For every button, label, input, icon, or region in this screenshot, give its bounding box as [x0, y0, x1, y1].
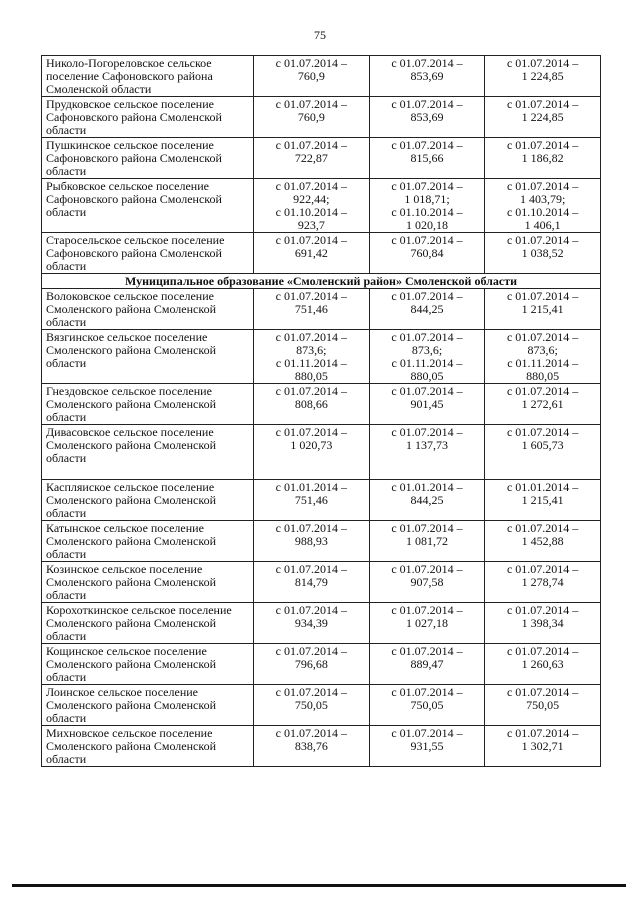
tariff-cell-2: с 01.07.2014 – 1 027,18 [369, 603, 485, 644]
tariff-cell-2: с 01.07.2014 – 1 081,72 [369, 521, 485, 562]
table-row [42, 726, 601, 767]
table-row [42, 603, 601, 644]
table-row [42, 384, 601, 425]
tariff-cell-3: с 01.07.2014 – 873,6; с 01.11.2014 – 880,05 [485, 330, 601, 384]
table-row [42, 644, 601, 685]
tariff-cell-2: с 01.07.2014 – 1 018,71; с 01.10.2014 – 1 020,18 [369, 179, 485, 233]
settlement-name: Старосельское сельское поселение Сафоновского района Смоленской области [42, 233, 254, 274]
tariff-cell-2: с 01.07.2014 – 853,69 [369, 56, 485, 97]
table-row [42, 425, 601, 480]
tariff-cell-2: с 01.07.2014 – 889,47 [369, 644, 485, 685]
tariff-cell-1: с 01.07.2014 – 760,9 [254, 97, 370, 138]
tariff-cell-3: с 01.07.2014 – 1 224,85 [485, 97, 601, 138]
section-row [42, 274, 601, 289]
tariff-cell-1: с 01.07.2014 – 873,6; с 01.11.2014 – 880,05 [254, 330, 370, 384]
tariff-cell-1: с 01.07.2014 – 750,05 [254, 685, 370, 726]
tariff-cell-3: с 01.07.2014 – 1 452,88 [485, 521, 601, 562]
settlement-name: Дивасовское сельское поселение Смоленского района Смоленской области [42, 425, 254, 480]
table-row [42, 562, 601, 603]
table-row [42, 138, 601, 179]
table-row [42, 330, 601, 384]
tariff-cell-1: с 01.07.2014 – 760,9 [254, 56, 370, 97]
tariff-cell-3: с 01.07.2014 – 1 278,74 [485, 562, 601, 603]
bottom-rule [12, 884, 626, 887]
tariff-cell-3: с 01.07.2014 – 1 398,34 [485, 603, 601, 644]
tariff-cell-3: с 01.01.2014 – 1 215,41 [485, 480, 601, 521]
table-row [42, 56, 601, 97]
settlement-name: Лоинское сельское поселение Смоленского района Смоленской области [42, 685, 254, 726]
section-title: Муниципальное образование «Смоленский район» Смоленской области [42, 274, 601, 289]
tariff-cell-1: с 01.07.2014 – 722,87 [254, 138, 370, 179]
tariff-cell-1: с 01.07.2014 – 1 020,73 [254, 425, 370, 480]
tariff-cell-3: с 01.07.2014 – 1 403,79; с 01.10.2014 – 1 406,1 [485, 179, 601, 233]
tariff-cell-3: с 01.07.2014 – 1 215,41 [485, 289, 601, 330]
page-number: 75 [314, 28, 326, 42]
tariff-table-body [42, 56, 601, 767]
settlement-name: Волоковское сельское поселение Смоленского района Смоленской области [42, 289, 254, 330]
settlement-name: Козинское сельское поселение Смоленского района Смоленской области [42, 562, 254, 603]
tariff-cell-1: с 01.07.2014 – 751,46 [254, 289, 370, 330]
table-row [42, 179, 601, 233]
tariff-cell-3: с 01.07.2014 – 1 260,63 [485, 644, 601, 685]
tariff-cell-1: с 01.07.2014 – 838,76 [254, 726, 370, 767]
settlement-name: Прудковское сельское поселение Сафоновского района Смоленской области [42, 97, 254, 138]
tariff-cell-2: с 01.01.2014 – 844,25 [369, 480, 485, 521]
table-row [42, 480, 601, 521]
table-row [42, 289, 601, 330]
tariff-cell-2: с 01.07.2014 – 750,05 [369, 685, 485, 726]
settlement-name: Кощинское сельское поселение Смоленского района Смоленской области [42, 644, 254, 685]
tariff-cell-2: с 01.07.2014 – 815,66 [369, 138, 485, 179]
tariff-cell-1: с 01.07.2014 – 691,42 [254, 233, 370, 274]
tariff-cell-1: с 01.07.2014 – 922,44; с 01.10.2014 – 923,7 [254, 179, 370, 233]
settlement-name: Катынское сельское поселение Смоленского района Смоленской области [42, 521, 254, 562]
settlement-name: Вязгинское сельское поселение Смоленского района Смоленской области [42, 330, 254, 384]
tariff-cell-1: с 01.07.2014 – 988,93 [254, 521, 370, 562]
tariff-cell-3: с 01.07.2014 – 1 186,82 [485, 138, 601, 179]
tariff-cell-3: с 01.07.2014 – 1 272,61 [485, 384, 601, 425]
tariff-cell-1: с 01.01.2014 – 751,46 [254, 480, 370, 521]
table-row [42, 685, 601, 726]
table-row [42, 521, 601, 562]
tariff-cell-2: с 01.07.2014 – 901,45 [369, 384, 485, 425]
tariff-cell-3: с 01.07.2014 – 1 038,52 [485, 233, 601, 274]
tariff-cell-1: с 01.07.2014 – 796,68 [254, 644, 370, 685]
tariff-cell-2: с 01.07.2014 – 931,55 [369, 726, 485, 767]
tariff-cell-1: с 01.07.2014 – 808,66 [254, 384, 370, 425]
table-row [42, 97, 601, 138]
settlement-name: Гнездовское сельское поселение Смоленского района Смоленской области [42, 384, 254, 425]
tariff-cell-1: с 01.07.2014 – 934,39 [254, 603, 370, 644]
settlement-name: Каспляиское сельское поселение Смоленского района Смоленской области [42, 480, 254, 521]
tariff-cell-2: с 01.07.2014 – 844,25 [369, 289, 485, 330]
table-row [42, 233, 601, 274]
settlement-name: Пушкинское сельское поселение Сафоновского района Смоленской области [42, 138, 254, 179]
tariff-cell-3: с 01.07.2014 – 1 302,71 [485, 726, 601, 767]
settlement-name: Корохоткинское сельское поселение Смоленского района Смоленской области [42, 603, 254, 644]
tariff-cell-2: с 01.07.2014 – 873,6; с 01.11.2014 – 880,05 [369, 330, 485, 384]
settlement-name: Николо-Погореловское сельское поселение Сафоновского района Смоленской области [42, 56, 254, 97]
settlement-name: Михновское сельское поселение Смоленского района Смоленской области [42, 726, 254, 767]
settlement-name: Рыбковское сельское поселение Сафоновского района Смоленской области [42, 179, 254, 233]
tariff-cell-3: с 01.07.2014 – 1 605,73 [485, 425, 601, 480]
tariff-cell-1: с 01.07.2014 – 814,79 [254, 562, 370, 603]
tariff-cell-2: с 01.07.2014 – 760,84 [369, 233, 485, 274]
tariff-cell-2: с 01.07.2014 – 1 137,73 [369, 425, 485, 480]
tariff-cell-3: с 01.07.2014 – 750,05 [485, 685, 601, 726]
tariff-cell-3: с 01.07.2014 – 1 224,85 [485, 56, 601, 97]
tariff-cell-2: с 01.07.2014 – 907,58 [369, 562, 485, 603]
tariff-cell-2: с 01.07.2014 – 853,69 [369, 97, 485, 138]
tariff-table [41, 55, 601, 767]
